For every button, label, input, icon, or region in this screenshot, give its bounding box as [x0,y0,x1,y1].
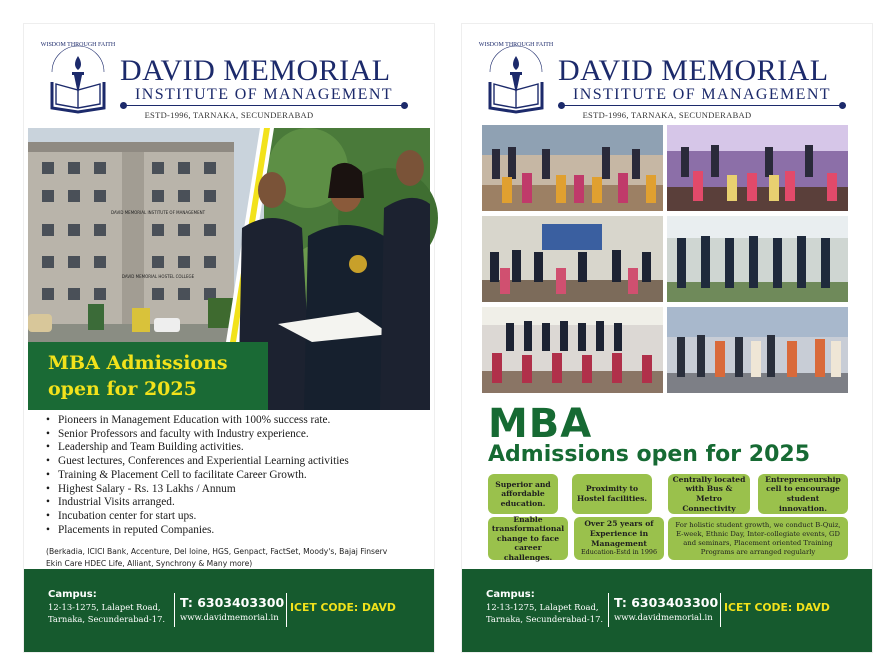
phone-number[interactable]: T: 6303403300 [180,595,285,610]
campus-label: Campus: [486,589,535,600]
feature-box: Enable transformational change to face career challenges. [488,517,568,560]
flyer-header [462,24,872,128]
book-lamp-logo-icon [40,34,116,114]
group-photo [667,307,848,393]
list-item: • Training & Placement Cell to facilitate Career Growth. [46,469,426,483]
right-flyer-page [462,24,872,652]
footer-divider [608,593,609,627]
list-item: • Placements in reputed Companies. [46,524,426,538]
footer-divider [174,593,175,627]
list-item: • Leadership and Team Building activities. [46,441,426,455]
group-photo [482,125,663,211]
contact-footer [462,569,872,652]
brand-estd: ESTD-1996, TARNAKA, SECUNDERABAD [144,110,314,120]
list-item: • Highest Salary - Rs. 13 Lakhs / Annum [46,483,426,497]
list-item: • Guest lectures, Conferences and Experiential Learning activities [46,455,426,469]
group-photo [482,307,663,393]
event-photo-grid [482,125,848,391]
svg-text:DAVID MEMORIAL INSTITUTE OF MA: DAVID MEMORIAL INSTITUTE OF MANAGEMENT [110,210,206,215]
brand-estd: ESTD-1996, TARNAKA, SECUNDERABAD [582,110,752,120]
flyer-header [24,24,434,128]
feature-box: Entrepreneurship cell to encourage student innovation. [758,474,848,514]
brand-title: DAVID MEMORIAL [120,54,391,87]
svg-text:WISDOM THROUGH FAITH: WISDOM THROUGH FAITH [40,42,116,48]
footer-divider [286,593,287,627]
feature-box: Proximity to Hostel facilities. [572,474,652,514]
svg-text:WISDOM THROUGH FAITH: WISDOM THROUGH FAITH [478,42,554,48]
feature-box: Centrally located with Bus & Metro Connectivity [668,474,750,514]
campus-label: Campus: [48,589,97,600]
group-photo [667,125,848,211]
address-line-2: Tarnaka, Secunderabad-17. [48,614,166,624]
feature-box: Superior and affordable education. [488,474,558,514]
svg-text:DAVID MEMORIAL HOSTEL COLLEGE: DAVID MEMORIAL HOSTEL COLLEGE [121,274,195,279]
phone-number[interactable]: T: 6303403300 [614,595,719,610]
contact-footer [24,569,434,652]
list-item: • Pioneers in Management Education with 100% success rate. [46,414,426,428]
address-line-1: 12-13-1275, Lalapet Road, [486,602,599,612]
address-line-2: Tarnaka, Secunderabad-17. [486,614,604,624]
list-item: • Incubation center for start ups. [46,510,426,524]
brand-subtitle: INSTITUTE OF MANAGEMENT [120,86,408,106]
banner-line-1: MBA Admissions [48,352,228,374]
list-item: • Industrial Visits arranged. [46,496,426,510]
brand-subtitle: INSTITUTE OF MANAGEMENT [558,86,846,106]
admissions-banner [28,342,268,410]
banner-line-2: open for 2025 [48,378,197,400]
group-photo [482,216,663,302]
left-flyer-page [24,24,434,652]
footer-divider [720,593,721,627]
highlights-list [46,414,426,537]
admissions-headline: Admissions open for 2025 [488,442,811,467]
website-link[interactable]: www.davidmemorial.in [180,613,279,623]
address-line-1: 12-13-1275, Lalapet Road, [48,602,161,612]
icet-code: ICET CODE: DAVD [724,601,830,614]
book-lamp-logo-icon [478,34,554,114]
brand-title: DAVID MEMORIAL [558,54,829,87]
mba-headline: MBA [488,401,593,447]
feature-box: For holistic student growth, we conduct B-Quiz, E-week, Ethnic Day, Inter-collegiate events, GD and seminars, Placement oriented Training Programs are arranged regularly [668,517,848,560]
icet-code: ICET CODE: DAVD [290,601,396,614]
website-link[interactable]: www.davidmemorial.in [614,613,713,623]
list-item: • Senior Professors and faculty with Industry experience. [46,428,426,442]
feature-box: Over 25 years of Experience in Management Education-Estd in 1996 [574,517,664,560]
group-photo [667,216,848,302]
recruiters-list: (Berkadia, ICICI Bank, Accenture, Del loine, HGS, Genpact, FactSet, Moody's, Bajaj Finserv Ekin Care HDEC Life, Alliant, Synchrony & Many more) [46,547,388,568]
